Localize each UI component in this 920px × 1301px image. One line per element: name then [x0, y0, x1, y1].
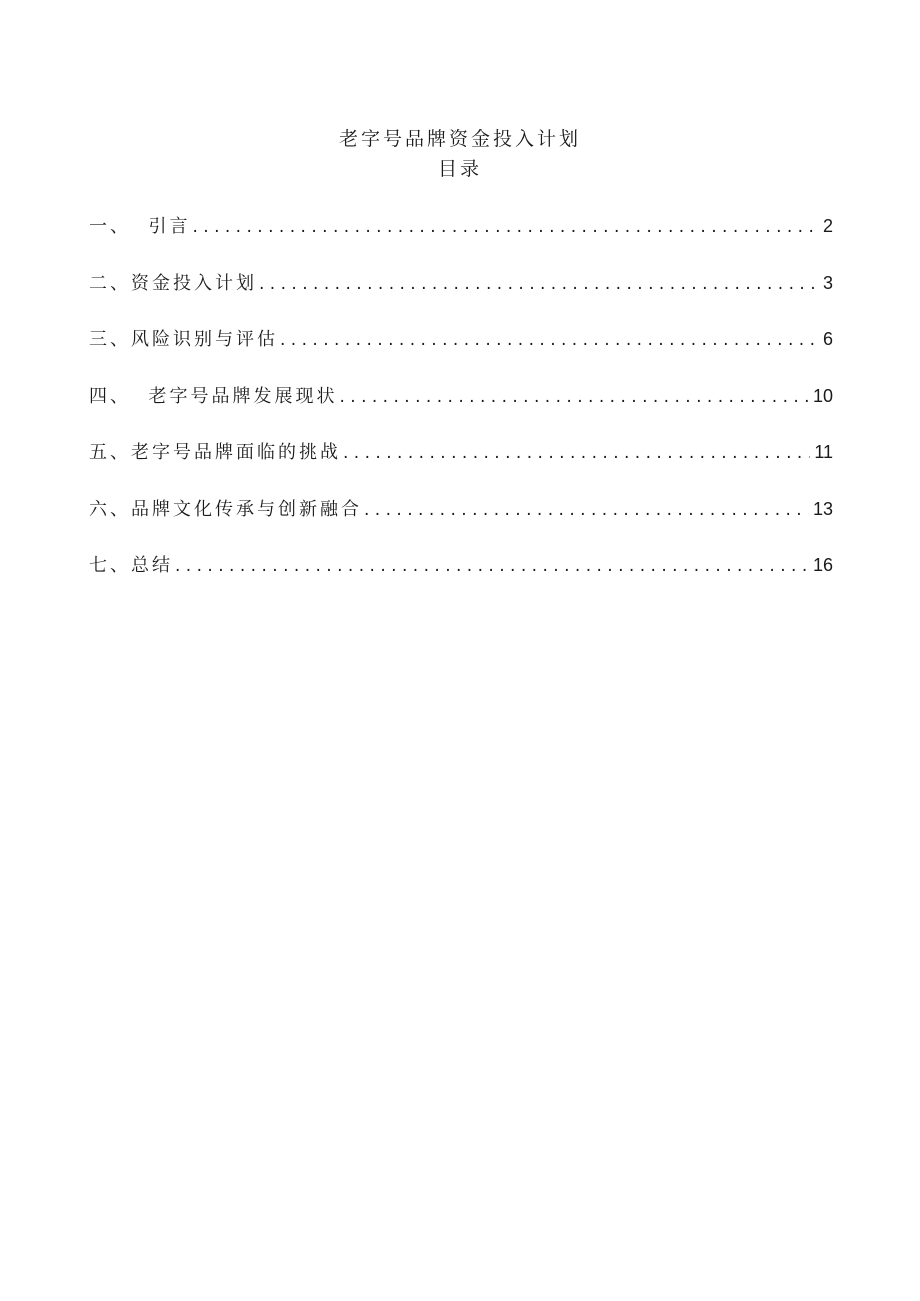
toc-entry-label: 五、老字号品牌面临的挑战	[89, 442, 341, 463]
toc-entry-page-number: 11	[814, 442, 833, 462]
toc-entry-page-number: 3	[822, 272, 833, 293]
toc-entry-page-number: 13	[812, 498, 833, 519]
toc-entry-page-number: 2	[822, 216, 833, 236]
toc-entry-challenges[interactable]	[89, 438, 833, 495]
toc-entry-culture-innovation[interactable]	[89, 495, 833, 552]
toc-entry-development-status[interactable]	[89, 382, 833, 439]
toc-entry-label: 七、总结	[89, 555, 173, 576]
toc-entry-summary[interactable]	[89, 551, 833, 608]
toc-entry-label: 三、风险识别与评估	[89, 329, 278, 350]
toc-dot-leader	[192, 213, 819, 241]
toc-entry-label: 六、品牌文化传承与创新融合	[89, 498, 362, 520]
toc-entry-introduction[interactable]	[89, 212, 833, 269]
toc-entry-label: 四、 老字号品牌发展现状	[89, 385, 338, 407]
toc-entry-page-number: 6	[822, 329, 833, 349]
toc-dot-leader	[259, 270, 819, 298]
toc-entry-label: 二、资金投入计划	[89, 272, 257, 294]
toc-heading: 目录	[437, 158, 482, 180]
table-of-contents	[89, 212, 833, 608]
document-title: 老字号品牌资金投入计划	[338, 128, 581, 150]
toc-dot-leader	[364, 496, 809, 524]
toc-dot-leader	[175, 552, 809, 580]
toc-dot-leader	[343, 439, 810, 467]
toc-entry-funding-plan[interactable]	[89, 269, 833, 326]
toc-dot-leader	[280, 326, 819, 354]
toc-entry-page-number: 16	[812, 555, 833, 575]
toc-entry-risk-assessment[interactable]	[89, 325, 833, 382]
toc-dot-leader	[339, 383, 809, 411]
toc-entry-page-number: 10	[812, 385, 833, 406]
toc-entry-label: 一、 引言	[89, 216, 191, 237]
